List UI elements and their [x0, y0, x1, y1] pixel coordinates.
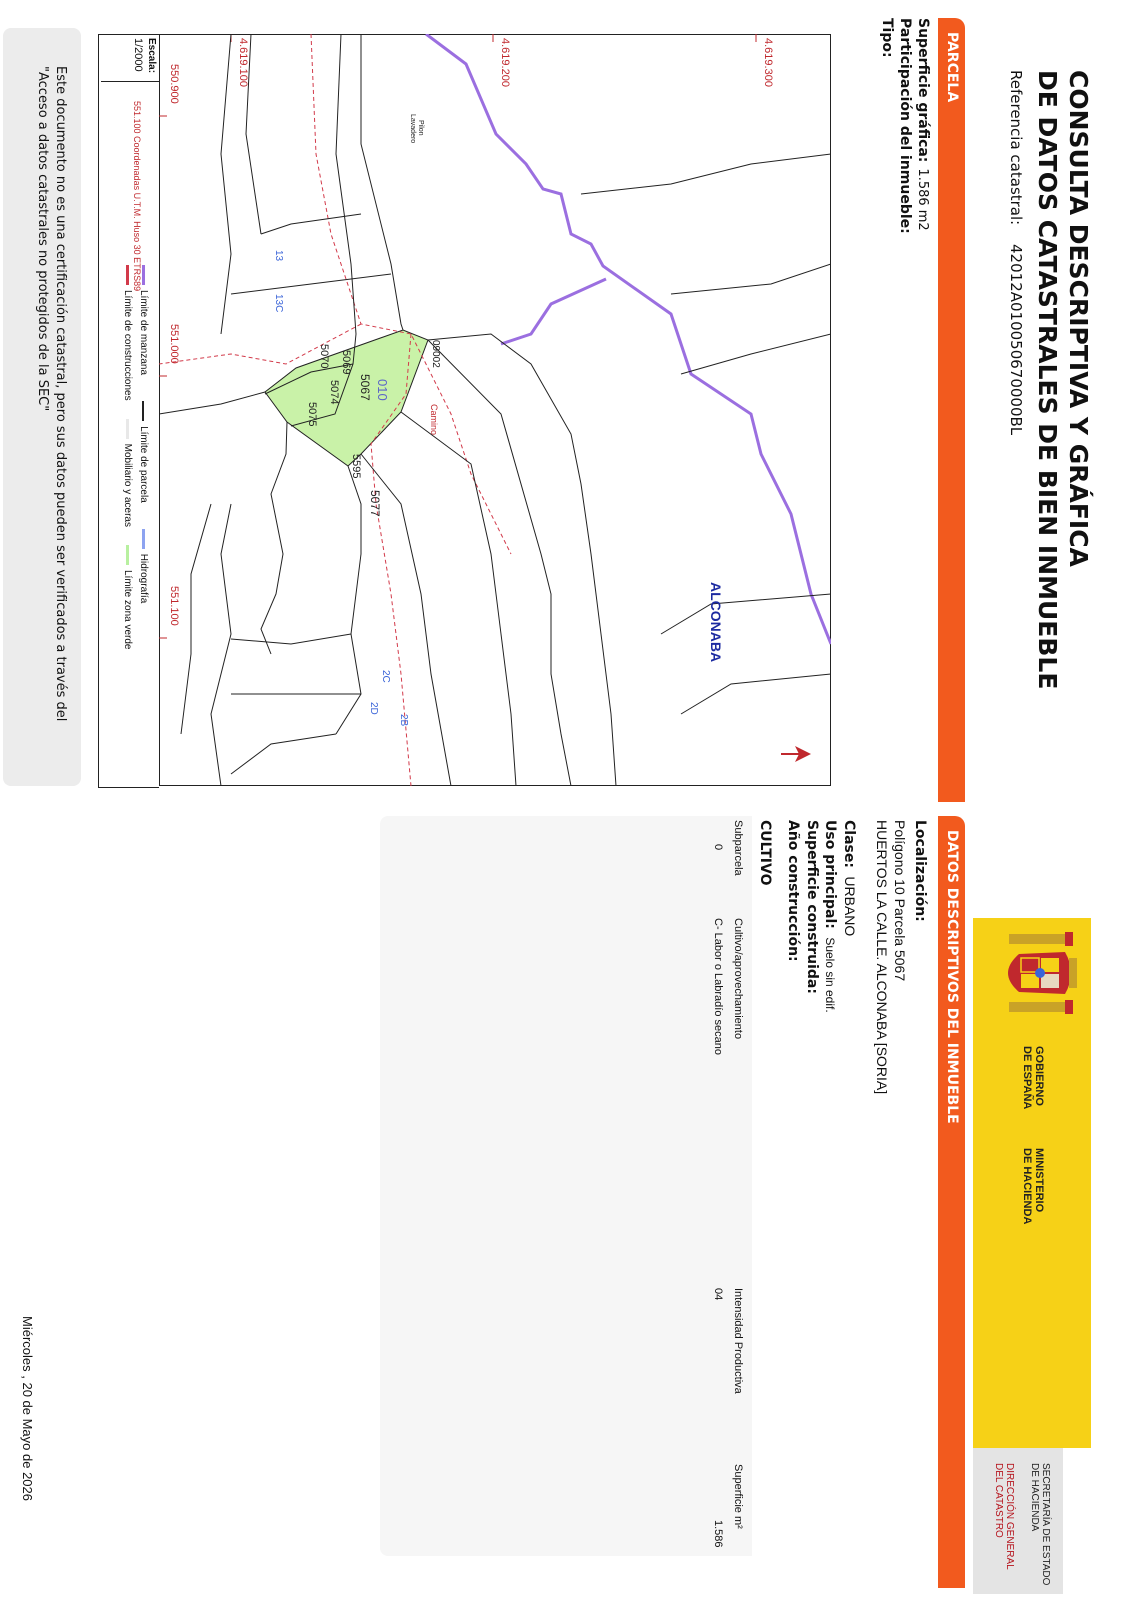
scale-box — [101, 35, 159, 82]
descriptivos-heading: DATOS DESCRIPTIVOS DEL INMUEBLE — [944, 830, 960, 1124]
cultivo-heading: CULTIVO — [757, 820, 773, 886]
town-label: ALCONABA — [708, 582, 724, 663]
superficie-grafica-label: Superficie gráfica: — [915, 18, 931, 163]
reference-value: 42012A010050670000BL — [1007, 244, 1025, 436]
uso-value: Suelo sin edif. — [823, 937, 837, 1013]
localizacion-label: Localización: — [912, 820, 928, 922]
secretaria-label: SECRETARÍA DE ESTADO DE HACIENDA — [1029, 1463, 1051, 1586]
uso-label: Uso principal: — [822, 820, 838, 929]
table-header-subparcela: Subparcela — [732, 820, 744, 876]
scale-label: Escala: — [146, 38, 157, 74]
parcel-label: 5070 — [318, 344, 330, 369]
parcela-heading-bar — [938, 18, 965, 802]
header-block — [973, 918, 1091, 1586]
coord-x-label: 551.000 — [168, 324, 180, 364]
small-map-label: Pilon — [417, 120, 424, 136]
parcel-label: 5595 — [350, 454, 362, 479]
tipo-label: Tipo: — [879, 18, 895, 58]
table-header-intensidad: Intensidad Productiva — [732, 1288, 744, 1394]
coord-y-label: 4.619.200 — [499, 38, 511, 87]
superficie-construida-label: Superficie construida: — [804, 820, 820, 994]
legend-item: Límite de manzana — [138, 265, 149, 375]
clase-label: Clase: — [841, 820, 857, 868]
parcel-label: 5067 — [358, 374, 372, 401]
cell-superficie: 1.586 — [712, 1520, 724, 1548]
parcel-label: 5074 — [328, 380, 340, 405]
footer-note: Este documento no es una certificación catastral, pero sus datos pueden ser verificados a través del "Acceso a datos catastrales no protegidos de la SEC" — [35, 66, 68, 722]
coat-of-arms-icon — [993, 928, 1079, 1018]
parcel-label: 5077 — [368, 490, 382, 517]
gobierno-label: GOBIERNO DE ESPAÑA — [1021, 1046, 1045, 1110]
legend-row-1 — [138, 265, 149, 603]
footer-note-box — [3, 28, 81, 786]
coord-x-label: 551.100 — [168, 586, 180, 626]
localizacion-line-1: Polígono 10 Parcela 5067 — [892, 820, 908, 982]
parcel-label: 13C — [273, 294, 284, 313]
road-code-label: 09002 — [430, 340, 441, 368]
reference-label: Referencia catastral: — [1007, 70, 1025, 226]
coord-y-label: 4.619.300 — [762, 38, 774, 87]
cultivo-table — [380, 816, 752, 1556]
parcel-label: 5075 — [306, 402, 318, 427]
superficie-grafica-row — [915, 18, 931, 231]
zona-verde-swatch — [126, 545, 129, 565]
direccion-label: DIRECCIÓN GENERAL DEL CATASTRO — [993, 1463, 1015, 1570]
parcela-heading: PARCELA — [944, 32, 960, 103]
coord-x-label: 550.900 — [168, 64, 180, 104]
table-row — [706, 816, 724, 1556]
hidrografia-swatch — [142, 529, 145, 549]
tipo-row — [879, 18, 895, 64]
map-legend — [98, 34, 159, 788]
document-date: Miércoles , 20 de Mayo de 2026 — [20, 1316, 35, 1501]
localizacion-line-2: HUERTOS LA CALLE. ALCONABA [SORIA] — [874, 820, 890, 1095]
page-title — [1007, 70, 1093, 689]
small-map-label: Lavadero — [409, 114, 416, 144]
anio-construccion-label: Año construcción: — [785, 820, 801, 962]
construcciones-swatch — [126, 265, 129, 285]
parcel-label: 2C — [380, 670, 391, 683]
descriptivos-panel — [378, 816, 938, 1574]
descriptivos-heading-bar — [938, 816, 965, 1588]
cell-cultivo: C- Labor o Labradío secano — [712, 918, 724, 1055]
clase-row — [840, 820, 858, 936]
parcel-label: 5069 — [340, 350, 352, 375]
legend-item: Límite de construcciones — [122, 265, 133, 401]
cadastral-map — [159, 34, 831, 786]
parcel-label: 13 — [273, 250, 284, 262]
legend-row-2 — [122, 265, 133, 650]
legend-item: Hidrografía — [138, 529, 149, 603]
coords-note: 551.100 Coordenadas U.T.M. Huso 30 ETRS89 — [132, 101, 142, 292]
parcel-label: 2B — [398, 714, 409, 727]
coord-y-label: 4.619.100 — [237, 38, 249, 87]
legend-item: Límite zona verde — [122, 545, 133, 650]
table-header-superficie: Superficie m² — [732, 1464, 744, 1529]
title-line-1: CONSULTA DESCRIPTIVA Y GRÁFICA — [1064, 70, 1093, 567]
legend-item: Mobiliario y aceras — [122, 419, 133, 527]
superficie-grafica-value: 1.586 m2 — [915, 168, 930, 231]
parcel-label: 2D — [368, 702, 379, 715]
participacion-row — [897, 18, 913, 240]
cell-intensidad: 04 — [712, 1288, 724, 1301]
clase-value: URBANO — [842, 876, 858, 937]
mobiliario-swatch — [126, 419, 129, 439]
scale-value: 1/2000 — [132, 38, 144, 72]
ministerio-label: MINISTERIO DE HACIENDA — [1021, 1148, 1045, 1225]
participacion-label: Participación del inmueble: — [897, 18, 913, 234]
manzana-swatch — [142, 265, 145, 285]
reference-line — [1007, 70, 1025, 689]
title-line-2: DE DATOS CATASTRALES DE BIEN INMUEBLE — [1033, 70, 1062, 690]
polygon-number-label: 010 — [375, 379, 390, 401]
table-header-cultivo: Cultivo/aprovechamiento — [732, 918, 744, 1040]
road-label: Camino — [429, 404, 439, 436]
cell-subparcela: 0 — [712, 844, 724, 851]
uso-row — [821, 820, 839, 1013]
legend-item: Límite de parcela — [138, 401, 149, 503]
parcela-swatch — [143, 401, 145, 421]
